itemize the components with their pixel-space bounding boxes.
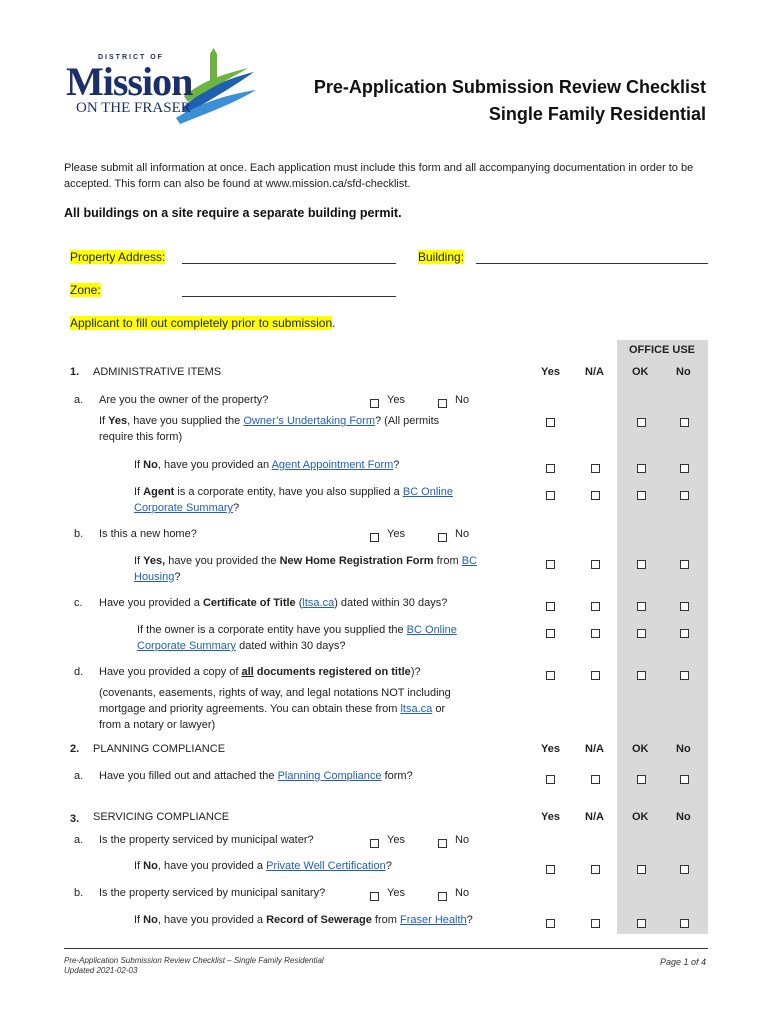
item-1a3-ok-checkbox[interactable] xyxy=(637,487,646,505)
col-no: No xyxy=(676,366,691,378)
s2-col-no: No xyxy=(676,743,691,755)
property-address-label: Property Address: xyxy=(70,250,166,264)
ltsa-link-2[interactable]: ltsa.ca xyxy=(400,703,433,715)
item-1c1-text: If the owner is a corporate entity have you supplied the BC Online Corporate Summary dated within 30 days? xyxy=(137,624,457,652)
corporate-summary-link-2[interactable]: Corporate Summary xyxy=(137,640,237,652)
item-3b-question: Is the property serviced by municipal sanitary? xyxy=(99,887,326,899)
title-line-2: Single Family Residential xyxy=(488,104,706,124)
section-3-title: SERVICING COMPLIANCE xyxy=(93,811,230,823)
footer-text: Pre-Application Submission Review Checklist – Single Family Residential Updated 2021-02-03 xyxy=(64,956,324,975)
item-1a3-yes-checkbox[interactable] xyxy=(546,487,555,505)
item-1c-na-checkbox[interactable] xyxy=(591,598,600,616)
s3-col-yes: Yes xyxy=(541,811,560,823)
item-1a-yes-checkbox[interactable] xyxy=(370,395,379,413)
item-1c-ok-checkbox[interactable] xyxy=(637,598,646,616)
item-1a-yes-label: Yes xyxy=(387,394,405,406)
item-1b-no-checkbox[interactable] xyxy=(438,529,447,547)
item-3a-yes-label: Yes xyxy=(387,834,405,846)
corporate-summary-link[interactable]: Corporate Summary xyxy=(134,502,234,514)
district-logo xyxy=(64,48,260,132)
item-1c1-no-checkbox[interactable] xyxy=(680,625,689,643)
col-na: N/A xyxy=(585,366,604,378)
item-1b-no-label: No xyxy=(455,528,470,540)
item-3a1-ok-checkbox[interactable] xyxy=(637,861,646,879)
item-3a-yes-checkbox[interactable] xyxy=(370,835,379,853)
item-3b-yes-label: Yes xyxy=(387,887,405,899)
item-1b-yes-label: Yes xyxy=(387,528,405,540)
item-1a2-text: If No, have you provided an Agent Appointment Form? xyxy=(134,459,400,471)
bc-online-link-2[interactable]: BC Online xyxy=(406,624,457,636)
bc-online-link[interactable]: BC Online xyxy=(402,486,453,498)
item-1a3-na-checkbox[interactable] xyxy=(591,487,600,505)
item-3b-letter: b. xyxy=(74,887,84,899)
item-1d-no-checkbox[interactable] xyxy=(680,667,689,685)
logo-district-text: DISTRICT OF xyxy=(98,54,164,61)
housing-link[interactable]: Housing xyxy=(134,571,175,583)
s2-col-ok: OK xyxy=(632,743,649,755)
item-1b1-yes-checkbox[interactable] xyxy=(546,556,555,574)
item-1a2-na-checkbox[interactable] xyxy=(591,460,600,478)
item-2a-yes-checkbox[interactable] xyxy=(546,771,555,789)
item-1a2-no-checkbox[interactable] xyxy=(680,460,689,478)
office-use-heading: OFFICE USE xyxy=(629,344,696,356)
footer-divider xyxy=(64,948,708,949)
item-1a1-yes-checkbox[interactable] xyxy=(546,414,555,432)
zone-field[interactable] xyxy=(182,296,396,297)
item-2a-letter: a. xyxy=(74,770,84,782)
fraser-health-link[interactable]: Fraser Health xyxy=(399,914,467,926)
item-1d-na-checkbox[interactable] xyxy=(591,667,600,685)
item-2a-text: Have you filled out and attached the Planning Compliance form? xyxy=(99,770,413,782)
item-3b-no-checkbox[interactable] xyxy=(438,888,447,906)
item-1c-no-checkbox[interactable] xyxy=(680,598,689,616)
item-1b-question: Is this a new home? xyxy=(99,528,197,540)
section-2-number: 2. xyxy=(70,743,80,755)
s2-col-yes: Yes xyxy=(541,743,560,755)
ltsa-link[interactable]: ltsa.ca xyxy=(302,597,335,609)
item-1b1-text: If Yes, have you provided the New Home Registration Form from BC Housing? xyxy=(134,555,477,583)
item-1a1-ok-checkbox[interactable] xyxy=(637,414,646,432)
s2-col-na: N/A xyxy=(585,743,604,755)
item-3b1-ok-checkbox[interactable] xyxy=(637,915,646,933)
item-1d-yes-checkbox[interactable] xyxy=(546,667,555,685)
item-1a1-no-checkbox[interactable] xyxy=(680,414,689,432)
item-3b-no-label: No xyxy=(455,887,470,899)
logo-mission-text: Mission xyxy=(66,59,193,104)
section-2-title: PLANNING COMPLIANCE xyxy=(93,743,226,755)
item-3a-no-checkbox[interactable] xyxy=(438,835,447,853)
item-1a3-no-checkbox[interactable] xyxy=(680,487,689,505)
item-3b1-no-checkbox[interactable] xyxy=(680,915,689,933)
item-3a-letter: a. xyxy=(74,834,84,846)
item-1a2-yes-checkbox[interactable] xyxy=(546,460,555,478)
item-1c-letter: c. xyxy=(74,597,83,609)
intro-paragraph: Please submit all information at once. Each application must include this form and all accompanying documentation in order to be accepted. This form can also be found at www.mission.ca/sfd-checklist. xyxy=(64,162,694,190)
s3-col-na: N/A xyxy=(585,811,604,823)
zone-label: Zone: xyxy=(70,283,101,297)
building-field[interactable] xyxy=(476,263,708,264)
applicant-note: Applicant to fill out completely prior to submission. xyxy=(70,316,336,330)
col-yes: Yes xyxy=(541,366,560,378)
item-1d-text: Have you provided a copy of all documents registered on title)? xyxy=(99,666,421,678)
section-1-number: 1. xyxy=(70,366,80,378)
item-1d-details: (covenants, easements, rights of way, and legal notations NOT including mortgage and priority agreements. You can obtain these from ltsa.ca or from a notary or lawyer) xyxy=(99,687,451,731)
item-1d-letter: d. xyxy=(74,666,84,678)
item-1c1-yes-checkbox[interactable] xyxy=(546,625,555,643)
owners-undertaking-link[interactable]: Owner’s Undertaking Form xyxy=(243,415,375,427)
item-1a1-text: If Yes, have you supplied the Owner’s Undertaking Form? (All permits require this form) xyxy=(99,415,440,443)
item-1b-letter: b. xyxy=(74,528,84,540)
item-1b1-no-checkbox[interactable] xyxy=(680,556,689,574)
agent-appointment-link[interactable]: Agent Appointment Form xyxy=(271,459,394,471)
item-3a1-yes-checkbox[interactable] xyxy=(546,861,555,879)
item-3b1-text: If No, have you provided a Record of Sewerage from Fraser Health? xyxy=(134,914,473,926)
item-1c1-ok-checkbox[interactable] xyxy=(637,625,646,643)
item-2a-no-checkbox[interactable] xyxy=(680,771,689,789)
item-1a-no-label: No xyxy=(455,394,470,406)
item-3a1-na-checkbox[interactable] xyxy=(591,861,600,879)
property-address-field[interactable] xyxy=(182,263,396,264)
private-well-link[interactable]: Private Well Certification xyxy=(266,860,386,872)
item-2a-na-checkbox[interactable] xyxy=(591,771,600,789)
item-1a-no-checkbox[interactable] xyxy=(438,395,447,413)
section-1-title: ADMINISTRATIVE ITEMS xyxy=(93,366,222,378)
item-1c1-na-checkbox[interactable] xyxy=(591,625,600,643)
item-3b1-na-checkbox[interactable] xyxy=(591,915,600,933)
item-1c-text: Have you provided a Certificate of Title (ltsa.ca) dated within 30 days? xyxy=(99,597,448,609)
item-2a-ok-checkbox[interactable] xyxy=(637,771,646,789)
building-label: Building: xyxy=(418,250,465,264)
item-1c-yes-checkbox[interactable] xyxy=(546,598,555,616)
separate-permit-note: All buildings on a site require a separate building permit. xyxy=(64,206,402,220)
planning-compliance-link[interactable]: Planning Compliance xyxy=(277,770,382,782)
item-1b1-na-checkbox[interactable] xyxy=(591,556,600,574)
office-use-column xyxy=(617,340,708,934)
page-title xyxy=(314,74,706,128)
item-3b-yes-checkbox[interactable] xyxy=(370,888,379,906)
item-1d-ok-checkbox[interactable] xyxy=(637,667,646,685)
title-line-1: Pre-Application Submission Review Checklist xyxy=(313,77,706,97)
item-1a-question: Are you the owner of the property? xyxy=(99,394,269,406)
section-3-number: 3. xyxy=(70,813,80,825)
item-3a-no-label: No xyxy=(455,834,470,846)
page-number: Page 1 of 4 xyxy=(659,957,706,967)
item-3a-question: Is the property serviced by municipal water? xyxy=(99,834,314,846)
item-1a3-text: If Agent is a corporate entity, have you also supplied a BC Online Corporate Summary? xyxy=(134,486,453,514)
item-1b-yes-checkbox[interactable] xyxy=(370,529,379,547)
s3-col-no: No xyxy=(676,811,691,823)
item-3b1-yes-checkbox[interactable] xyxy=(546,915,555,933)
item-1a2-ok-checkbox[interactable] xyxy=(637,460,646,478)
bc-housing-link[interactable]: BC xyxy=(461,555,477,567)
item-1b1-ok-checkbox[interactable] xyxy=(637,556,646,574)
item-1a-letter: a. xyxy=(74,394,84,406)
item-3a1-no-checkbox[interactable] xyxy=(680,861,689,879)
item-3a1-text: If No, have you provided a Private Well Certification? xyxy=(134,860,392,872)
logo-fraser-text: ON THE FRASER xyxy=(76,100,191,116)
col-ok: OK xyxy=(632,366,649,378)
s3-col-ok: OK xyxy=(632,811,649,823)
